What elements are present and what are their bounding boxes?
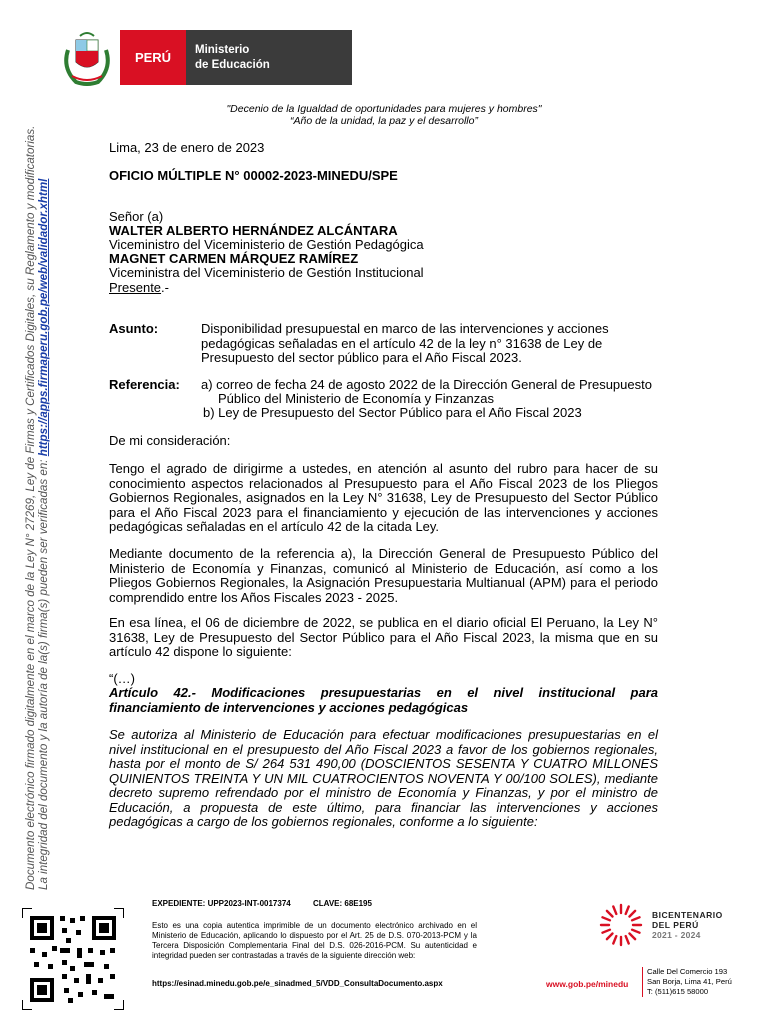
greeting: De mi consideración:	[109, 433, 231, 448]
article-title: Artículo 42.- Modificaciones presupuestarias en el nivel institucional para financiamiento de intervenciones y acciones pedagógicas	[109, 685, 658, 715]
decenio-line-2: “Año de la unidad, la paz y el desarrollo”	[290, 115, 478, 127]
signature-notice-prefix: La integridad del documento y la autoría de la(s) firma(s) pueden ser verificadas en:	[37, 459, 50, 890]
ministry-line-1: Ministerio	[195, 43, 250, 56]
gob-pe-link[interactable]: www.gob.pe/minedu	[546, 979, 629, 989]
ministry-line-2: de Educación	[195, 58, 270, 71]
referencia-label: Referencia:	[109, 377, 180, 392]
bicentenario-text	[652, 910, 723, 940]
bicentenario-years: 2021 - 2024	[652, 930, 701, 940]
recipient-1-name: WALTER ALBERTO HERNÁNDEZ ALCÁNTARA	[109, 223, 398, 238]
clave: CLAVE: 68E195	[312, 899, 372, 908]
signature-notice-line-2	[37, 80, 50, 890]
reference-a: a) correo de fecha 24 de agosto 2022 de la Dirección General de Presupuesto	[201, 377, 652, 392]
presente-suffix: .-	[161, 280, 169, 295]
address-line-2: San Borja, Lima 41, Perú	[647, 977, 732, 986]
address-line-1: Calle Del Comercio 193	[647, 967, 728, 976]
bicentenario-line-2: DEL PERÚ	[652, 920, 699, 930]
qr-code-icon	[22, 908, 124, 1010]
recipient-2-role: Viceministra del Viceministerio de Gestión Institucional	[109, 265, 424, 280]
authenticity-notice: Esto es una copia autentica imprimible de un documento electrónico archivado en el Ministerio de Educación, aplicando lo dispuesto por el Art. 25 de D.S. 070-2013-PCM y la Tercera Disposición Complementaria Final del D.S. 026-2016-PCM. Su autenticidad e integridad pueden ser contrastadas a través de la siguiente dirección web:	[152, 921, 477, 960]
bicentenario-logo-icon	[598, 902, 644, 948]
paragraph-2: Mediante documento de la referencia a), la Dirección General de Presupuesto Público del Ministerio de Economía y Finanzas, comunicó al Ministerio de Educación, así como a los Pliegos Gobiernos Regionales, la Asignación Presupuestaria Multianual (APM) para el periodo comprendido entre los Años Fiscales 2023 - 2025.	[109, 546, 658, 605]
digital-signature-notice	[24, 80, 50, 890]
oficio-number: OFICIO MÚLTIPLE N° 00002-2023-MINEDU/SPE	[109, 168, 398, 183]
recipient-2-name: MAGNET CARMEN MÁRQUEZ RAMÍREZ	[109, 251, 359, 266]
salutation: Señor (a)	[109, 209, 164, 224]
ministry-brand	[186, 30, 352, 85]
presente-word: Presente	[109, 280, 162, 295]
validator-link[interactable]: https://apps.firmaperu.gob.pe/web/validador.xhtml	[37, 178, 50, 457]
decenio-line-1: "Decenio de la Igualdad de oportunidades para mujeres y hombres"	[226, 103, 542, 115]
reference-a-cont: Público del Ministerio de Economía y Finzanzas	[218, 391, 495, 406]
quote-open: “(…)	[109, 671, 135, 686]
peru-brand	[120, 30, 186, 85]
phone: T: (511)615 58000	[647, 987, 709, 996]
paragraph-1: Tengo el agrado de dirigirme a ustedes, en atención al asunto del rubro para hacer de su conocimiento aspectos relacionados al Presupuesto para el Año Fiscal 2023 de los Pliegos Gobiernos Regionales, asignados en la Ley N° 31638, Ley de Presupuesto del Sector Público para el Año Fiscal 2023 para el financiamiento y ejecución de las intervenciones y acciones pedagógicas señaladas en el artículo 42 de la citada Ley.	[109, 461, 658, 534]
bicentenario-line-1: BICENTENARIO	[652, 910, 723, 920]
place-date: Lima, 23 de enero de 2023	[109, 140, 265, 155]
peru-coat-of-arms-icon	[62, 28, 112, 86]
recipient-1-role: Viceministro del Viceministerio de Gestión Pedagógica	[109, 237, 424, 252]
reference-b: b) Ley de Presupuesto del Sector Público para el Año Fiscal 2023	[203, 405, 582, 420]
signature-notice-line-1: Documento electrónico firmado digitalmente en el marco de la Ley N° 27269, Ley de Firmas y Certificados Digitales, su Reglamento y modificatorias.	[24, 125, 37, 890]
asunto-text: Disponibilidad presupuestal en marco de las intervenciones y acciones pedagógicas señaladas en el artículo 42 de la ley n° 31638 de Ley de Presupuesto del sector público para el Año Fiscal 2023.	[201, 321, 609, 365]
consulta-url[interactable]: https://esinad.minedu.gob.pe/e_sinadmed_5/VDD_ConsultaDocumento.aspx	[152, 979, 443, 988]
presente	[109, 281, 169, 296]
expediente-line	[152, 899, 372, 908]
paragraph-3: En esa línea, el 06 de diciembre de 2022, se publica en el diario oficial El Peruano, la Ley N° 31638, Ley de Presupuesto del Sector Público para el Año Fiscal 2023, la misma que en su artículo 42 dispone lo siguiente:	[109, 615, 658, 659]
expediente: EXPEDIENTE: UPP2023-INT-0017374	[152, 899, 291, 908]
asunto-label: Asunto:	[109, 321, 159, 336]
ministry-address	[642, 967, 732, 997]
decenio-motto	[0, 103, 768, 127]
article-body: Se autoriza al Ministerio de Educación para efectuar modificaciones presupuestarias en el nivel institucional en el presupuesto del Año Fiscal 2023 a favor de los gobiernos regionales, hasta por el monto de S/ 264 531 490,00 (DOSCIENTOS SESENTA Y CUATRO MILLONES QUINIENTOS TREINTA Y UN MIL CUATROCIENTOS NOVENTA Y 00/100 SOLES), mediante decreto supremo refrendado por el ministro de Economía y Finanzas, y por el ministro de Educación, a propuesta de este último, para financiar las intervenciones y acciones pedagógicas a cargo de los gobiernos regionales, conforme a lo siguiente:	[109, 727, 658, 829]
peru-label: PERÚ	[134, 50, 172, 65]
